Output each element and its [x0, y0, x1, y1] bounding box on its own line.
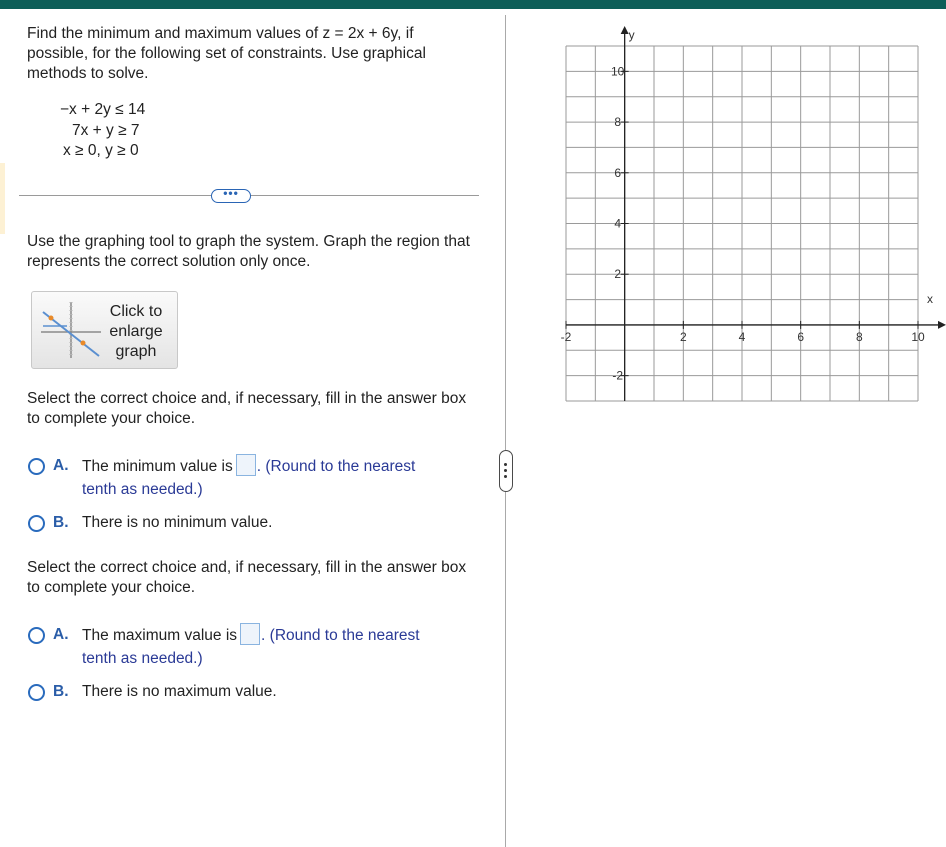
x-tick-label: 6: [797, 329, 805, 344]
x-tick-label: 4: [738, 329, 746, 344]
min-option-a-letter: A.: [53, 457, 69, 474]
y-tick-label: 10: [610, 64, 625, 79]
max-round-hint: . (Round to the nearest: [261, 627, 420, 644]
min-option-b-text: There is no minimum value.: [82, 514, 273, 531]
min-option-b-letter: B.: [53, 514, 69, 531]
x-tick-label: 10: [911, 329, 925, 344]
x-axis-label: x: [927, 291, 933, 306]
constraint-2: 7x + y ≥ 7: [72, 121, 140, 139]
enlarge-label: Click to enlarge graph: [109, 303, 163, 360]
y-tick-label: 8: [614, 115, 622, 130]
more-options-button[interactable]: •••: [211, 189, 251, 203]
min-option-a-label: The minimum value is: [82, 458, 233, 475]
constraint-3: x ≥ 0, y ≥ 0: [63, 142, 139, 159]
y-axis-arrow: [621, 26, 629, 34]
max-round-hint-2: tenth as needed.): [82, 650, 203, 667]
y-tick-label: 4: [614, 216, 622, 231]
max-option-b-letter: B.: [53, 683, 69, 700]
y-tick-label: 6: [614, 165, 622, 180]
y-axis-label: y: [628, 28, 635, 42]
graph-instruction: Use the graphing tool to graph the system. Graph the region that represents the correct solution only once.: [27, 233, 470, 270]
x-tick-label: -2: [560, 329, 572, 344]
min-prompt: Select the correct choice and, if necessary, fill in the answer box to complete your choice.: [27, 390, 467, 427]
x-tick-label: 2: [679, 329, 687, 344]
max-prompt: Select the correct choice and, if necessary, fill in the answer box to complete your choice.: [27, 559, 467, 596]
max-option-a-letter: A.: [53, 626, 69, 643]
y-tick-label: -2: [612, 368, 624, 383]
y-tick-label: 2: [614, 267, 622, 282]
min-round-hint-2: tenth as needed.): [82, 481, 203, 498]
x-tick-label: 8: [855, 329, 863, 344]
min-round-hint: . (Round to the nearest: [256, 458, 416, 475]
x-axis-arrow: [938, 321, 946, 329]
constraint-1: −x + 2y ≤ 14: [60, 101, 146, 118]
max-option-a-label: The maximum value is: [82, 627, 238, 644]
max-option-b-text: There is no maximum value.: [82, 683, 277, 700]
question-text: Find the minimum and maximum values of z = 2x + 6y, if possible, for the following set of constraints. Use graphical methods to solve.: [27, 25, 426, 82]
